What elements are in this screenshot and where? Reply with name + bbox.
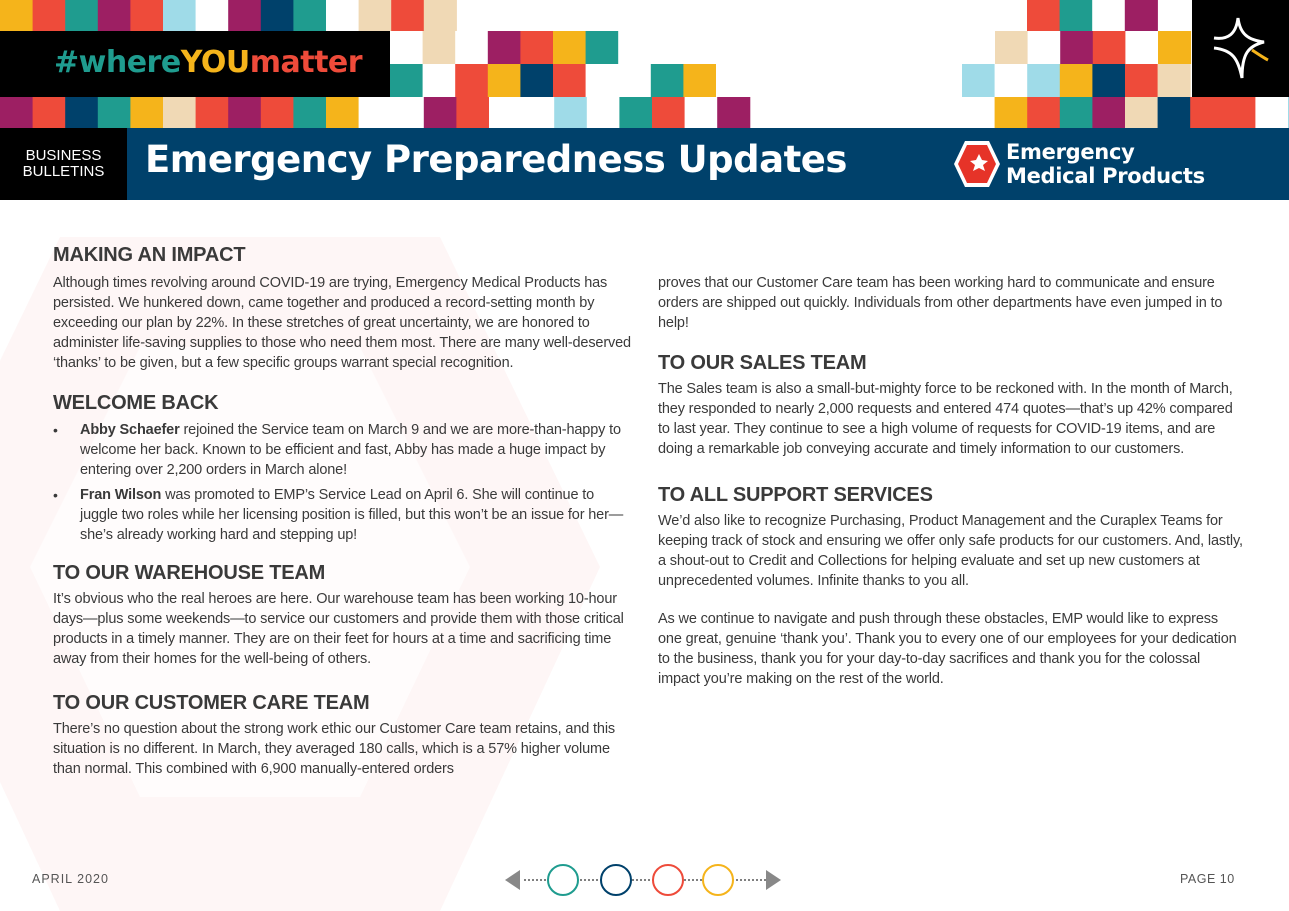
footer-date: APRIL 2020 — [32, 872, 109, 886]
page-title: Emergency Preparedness Updates — [145, 138, 847, 181]
mosaic-tile — [962, 97, 995, 128]
mosaic-tile — [1125, 31, 1158, 64]
mosaic-tile — [359, 97, 392, 128]
heading-making-an-impact: MAKING AN IMPACT — [53, 244, 246, 266]
mosaic-tile — [1158, 31, 1191, 64]
mosaic-tile — [33, 97, 66, 128]
mosaic-tile — [423, 64, 456, 97]
mosaic-tile — [326, 0, 359, 31]
mosaic-tile — [995, 97, 1028, 128]
mosaic-tile — [1190, 97, 1223, 128]
mosaic-tile — [455, 64, 488, 97]
mosaic-tile — [716, 64, 749, 97]
hashtag-part-where: #where — [54, 45, 181, 80]
mosaic-tile — [1060, 31, 1093, 64]
nav-dot-4[interactable] — [703, 865, 733, 895]
customer-care-continued: proves that our Customer Care team has been working hard to communicate and ensure orders are shipped out quickly. Individuals from other departments have even jumped in to help! — [658, 275, 1223, 331]
footer-page-number: PAGE 10 — [1180, 872, 1235, 886]
mosaic-tile — [489, 97, 522, 128]
mosaic-tile — [553, 64, 586, 97]
heading-warehouse-team: TO OUR WAREHOUSE TEAM — [53, 562, 326, 584]
customer-care-body: There’s no question about the strong work ethic our Customer Care team retains, and this situation is no different. In March, they averaged 180 calls, which is a 57% higher volume than normal. This combined with 6,900 manually-entered orders — [53, 721, 616, 777]
mosaic-tile — [0, 97, 33, 128]
person-name: Fran Wilson — [80, 487, 162, 503]
mosaic-tile — [652, 97, 685, 128]
mosaic-tile — [522, 97, 555, 128]
mosaic-tile — [717, 97, 750, 128]
mosaic-tile — [962, 64, 995, 97]
mosaic-tile — [1092, 0, 1125, 31]
mosaic-tile — [391, 0, 424, 31]
heading-customer-care-team: TO OUR CUSTOMER CARE TEAM — [53, 692, 370, 714]
mosaic-tile — [995, 64, 1028, 97]
mosaic-tile — [488, 31, 521, 64]
section-label-line2: BULLETINS — [22, 163, 105, 180]
heading-support-services: TO ALL SUPPORT SERVICES — [658, 484, 933, 506]
mosaic-tile — [553, 31, 586, 64]
mosaic-tile — [130, 0, 163, 31]
mosaic-tile — [65, 0, 98, 31]
brand-line1: Emergency — [1006, 140, 1135, 164]
mosaic-tile — [619, 97, 652, 128]
mosaic-tile — [1027, 0, 1060, 31]
mosaic-tile — [586, 64, 619, 97]
sales-body: The Sales team is also a small-but-mighty force to be reckoned with. In the month of March, they responded to nearly 2,000 requests and entered 474 quotes—that’s up 42% compared to last year. They continue to see a high volume of requests for COVID-19 items, and are doing a remarkable job conveying accurate and timely information to our customers. — [658, 381, 1233, 457]
mosaic-tile — [261, 97, 294, 128]
mosaic-tile — [1093, 31, 1126, 64]
mosaic-tile — [683, 64, 716, 97]
mosaic-tile — [455, 31, 488, 64]
welcome-list — [53, 420, 633, 545]
impact-body: Although times revolving around COVID-19 are trying, Emergency Medical Products has persisted. We hunkered down, came together and produced a record-setting month by exceeding our plan by 22%. In these stretches of great uncertainty, we are honored to administer life-saving supplies to those who need them most. There are many well-deserved ‘thanks’ to be given, but a few specific groups warrant special recognition. — [53, 275, 631, 371]
left-column — [53, 243, 633, 779]
mosaic-tile — [587, 97, 620, 128]
mosaic-tile — [1158, 97, 1191, 128]
nav-dot-1[interactable] — [548, 865, 578, 895]
mosaic-tile — [390, 64, 423, 97]
mosaic-tile — [520, 64, 553, 97]
sparkle-icon — [1192, 0, 1289, 97]
mosaic-tile — [1092, 64, 1125, 97]
mosaic-tile — [65, 97, 98, 128]
emp-hexagon-icon — [952, 139, 1002, 189]
list-item: • Abby Schaefer rejoined the Service team on March 9 and we are more-than-happy to welcome her back. Known to be efficient and fast, Abby has made a huge impact by entering over 2,200 orders in March alone! — [53, 420, 633, 480]
hashtag-part-matter: matter — [249, 45, 363, 80]
mosaic-tile — [1060, 0, 1093, 31]
section-label — [0, 128, 127, 200]
brand-name — [1006, 140, 1205, 188]
mosaic-tile — [33, 0, 66, 31]
heading-sales-team: TO OUR SALES TEAM — [658, 352, 867, 374]
mosaic-tile — [261, 0, 294, 31]
mosaic-tile — [1125, 0, 1158, 31]
mosaic-tile — [1028, 31, 1061, 64]
mosaic-tile — [423, 31, 456, 64]
mosaic-tile — [196, 0, 229, 31]
mosaic-tile — [651, 64, 684, 97]
mosaic-tile — [1125, 97, 1158, 128]
next-arrow-icon[interactable] — [766, 870, 781, 890]
mosaic-tile — [98, 0, 131, 31]
mosaic-tile — [1027, 97, 1060, 128]
mosaic-tile — [488, 64, 521, 97]
mosaic-tile — [1060, 64, 1093, 97]
mosaic-tile — [130, 97, 163, 128]
mosaic-tile — [391, 97, 424, 128]
mosaic-tile — [228, 97, 261, 128]
mosaic-tile — [0, 0, 33, 31]
hashtag-text — [54, 45, 362, 80]
mosaic-tile — [1060, 97, 1093, 128]
mosaic-tile — [163, 97, 196, 128]
closing-body: As we continue to navigate and push through these obstacles, EMP would like to express one great, genuine ‘thank you’. Thank you to every one of our employees for your dedication to the business, thank you for your day-to-day sacrifices and thank you for the colossal impact you’re making on the rest of the world. — [658, 611, 1237, 687]
prev-arrow-icon[interactable] — [505, 870, 520, 890]
mosaic-tile — [995, 31, 1028, 64]
section-label-line1: BUSINESS — [25, 147, 102, 164]
mosaic-tile — [586, 31, 619, 64]
mosaic-tile — [293, 97, 326, 128]
emp-logo — [952, 139, 1002, 194]
mosaic-tile — [424, 97, 457, 128]
mosaic-tile — [1255, 97, 1288, 128]
right-column — [658, 273, 1243, 689]
page-navigation — [500, 860, 790, 904]
sparkle-logo — [1192, 0, 1289, 97]
mosaic-tile — [326, 97, 359, 128]
brand-line2: Medical Products — [1006, 164, 1205, 188]
mosaic-tile — [228, 0, 261, 31]
warehouse-body: It’s obvious who the real heroes are here. Our warehouse team has been working 10-hour days—plus some weekends—to service our customers and provide them with those critical products in a timely manner. They are on their feet for hours at a time and sacrificing time away from their homes for the well-being of others. — [53, 591, 624, 667]
mosaic-tile — [1125, 64, 1158, 97]
mosaic-tile — [424, 0, 457, 31]
mosaic-tile — [390, 31, 423, 64]
list-item: • Fran Wilson was promoted to EMP’s Service Lead on April 6. She will continue to juggle two roles while her licensing position is filled, but this won’t be an issue for her—she’s already working hard and stepping up! — [53, 485, 633, 545]
mosaic-tile — [618, 31, 651, 64]
mosaic-tile — [293, 0, 326, 31]
mosaic-tile — [163, 0, 196, 31]
nav-dot-2[interactable] — [601, 865, 631, 895]
mosaic-tile — [554, 97, 587, 128]
mosaic-tile — [1092, 97, 1125, 128]
nav-dot-3[interactable] — [653, 865, 683, 895]
mosaic-tile — [98, 97, 131, 128]
support-body: We’d also like to recognize Purchasing, Product Management and the Curaplex Teams for keeping track of stock and ensuring we offer only safe products for our customers. And, lastly, a shout-out to Credit and Collections for helping evaluate and set up new customers at unprecedented volumes. Infinite thanks to you all. — [658, 513, 1243, 589]
mosaic-tile — [1027, 64, 1060, 97]
mosaic-tile — [520, 31, 553, 64]
mosaic-tile — [1158, 64, 1191, 97]
mosaic-tile — [456, 97, 489, 128]
heading-welcome-back: WELCOME BACK — [53, 392, 219, 414]
mosaic-tile — [359, 0, 392, 31]
mosaic-tile — [685, 97, 718, 128]
mosaic-tile — [196, 97, 229, 128]
person-name: Abby Schaefer — [80, 422, 180, 438]
mosaic-tile — [618, 64, 651, 97]
hashtag-part-you: YOU — [180, 45, 250, 80]
mosaic-tile — [1223, 97, 1256, 128]
